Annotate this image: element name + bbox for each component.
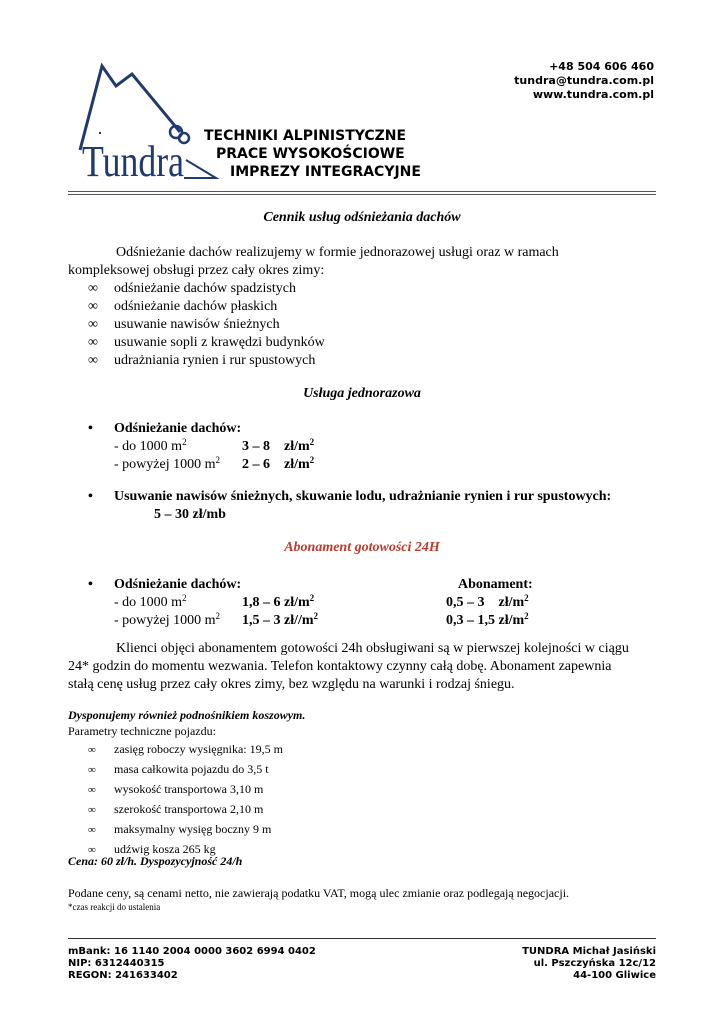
bullet-dot-icon: • [88,421,93,436]
list-item: ∞ odśnieżanie dachów spadzistych [88,281,296,296]
phone-number: +48 504 606 460 [549,60,654,73]
price-row: - do 1000 $m^2$ [114,593,187,610]
price-value: 2 – 6 $zł/m^2$ [242,455,315,472]
website-link[interactable]: www.tundra.com.pl [532,88,654,101]
service-item: PRACE WYSOKOŚCIOWE [216,146,405,162]
lift-params-list [88,740,283,860]
price-value: 1,8 – 6 $zł/m^2$ [242,593,315,610]
contact-block [514,60,654,102]
price-value: 3 – 8 $zł/m^2$ [242,437,315,454]
lift-price: Cena: 60 zł/h. Dyspozycyjność 24/h [68,854,243,868]
list-item: ∞ szerokość transportowa 2,10 m [88,800,283,820]
subscription-price: 0,3 – 1,5 $zł/m^2$ [446,611,529,628]
footnote: *czas reakcji do ustalenia [68,902,161,912]
infinity-bullet-icon: ∞ [88,844,96,856]
bank-account: mBank: 16 1140 2004 0000 3602 6994 0402 [68,946,316,957]
section-heading-one-time: Usługa jednorazowa [303,386,421,401]
list-item: ∞ odśnieżanie dachów płaskich [88,299,278,314]
price-row: - do 1000 $m^2$ [114,437,187,454]
item-title: Usuwanie nawisów śnieżnych, skuwanie lodu, udrażnianie rynien i rur spustowych: [114,489,612,504]
header-divider [68,194,656,195]
intro-line: Odśnieżanie dachów realizujemy w formie jednorazowej usługi oraz w ramach [116,245,559,260]
service-item: TECHNIKI ALPINISTYCZNE [204,128,407,144]
intro-paragraph [68,244,656,280]
infinity-bullet-icon: ∞ [88,824,96,836]
paragraph-line: stałą cenę usług przez cały okres zimy, bez względu na warunki i rodzaj śniegu. [68,677,515,692]
service-item: IMPREZY INTEGRACYJNE [230,164,421,180]
bullet-dot-icon: • [88,489,93,504]
subscription-column-label: Abonament: [458,577,533,592]
scope-list [88,280,325,370]
list-item: ∞ usuwanie sopli z krawędzi budynków [88,335,325,350]
one-time-roof-item [88,420,241,438]
paragraph-line: 24* godzin do momentu wezwania. Telefon kontaktowy czynny całą dobę. Abonament zapewnia [68,659,612,674]
city-address: 44-100 Gliwice [573,970,656,981]
bullet-dot-icon: • [88,577,93,592]
footer-divider [68,938,656,939]
list-item: ∞ zasięg roboczy wysięgnika: 19,5 m [88,740,283,760]
page-title: Cennik usług odśnieżania dachów [263,210,461,225]
infinity-bullet-icon: ∞ [88,744,96,756]
footer-left [68,946,316,982]
price-value: 5 – 30 zł/mb [154,507,226,522]
nip-number: NIP: 6312440315 [68,958,165,969]
regon-number: REGON: 241633402 [68,970,178,981]
priority-paragraph [68,640,656,694]
one-time-overhang-item [88,488,611,506]
list-item: ∞ masa całkowita pojazdu do 3,5 t [88,760,283,780]
logo-wordmark: Tundra [82,137,184,182]
list-item: ∞ usuwanie nawisów śnieżnych [88,317,280,332]
lift-params-label: Parametry techniczne pojazdu: [68,724,216,738]
infinity-bullet-icon: ∞ [88,804,96,816]
list-item: ∞ udrażniania rynien i rur spustowych [88,353,316,368]
price-row: - powyżej 1000 $m^2$ [114,455,220,472]
services-list [204,127,421,181]
infinity-bullet-icon: ∞ [88,317,98,332]
infinity-bullet-icon: ∞ [88,784,96,796]
infinity-bullet-icon: ∞ [88,764,96,776]
price-row: - powyżej 1000 $m^2$ [114,611,220,628]
email-address[interactable]: tundra@tundra.com.pl [514,74,654,87]
paragraph-line: Klienci objęci abonamentem gotowości 24h obsługiwani są w pierwszej kolejności w ciągu [116,641,629,656]
footer-right [522,946,656,982]
vat-note: Podane ceny, są cenami netto, nie zawierają podatku VAT, mogą ulec zmianie oraz podlegają negocjacji. [68,886,570,900]
subscription-price: 0,5 – 3 $zł/m^2$ [446,593,529,610]
infinity-bullet-icon: ∞ [88,353,98,368]
infinity-bullet-icon: ∞ [88,281,98,296]
header-divider [68,191,656,192]
section-heading-subscription: Abonament gotowości 24H [284,540,440,555]
list-item: ∞ udźwig kosza 265 kg [88,840,283,860]
street-address: ul. Pszczyńska 12c/12 [533,958,656,969]
list-item: ∞ maksymalny wysięg boczny 9 m [88,820,283,840]
list-item: ∞ wysokość transportowa 3,10 m [88,780,283,800]
subscription-item: • Odśnieżanie dachów: [88,577,242,592]
lift-heading: Dysponujemy również podnośnikiem koszowym. [68,708,306,722]
intro-line: kompleksowej obsługi przez cały okres zimy: [68,263,325,278]
item-title: Odśnieżanie dachów: [114,421,242,436]
price-value: 1,5 – 3 $zł//m^2$ [242,611,319,628]
company-name: TUNDRA Michał Jasiński [522,946,656,957]
infinity-bullet-icon: ∞ [88,299,98,314]
infinity-bullet-icon: ∞ [88,335,98,350]
